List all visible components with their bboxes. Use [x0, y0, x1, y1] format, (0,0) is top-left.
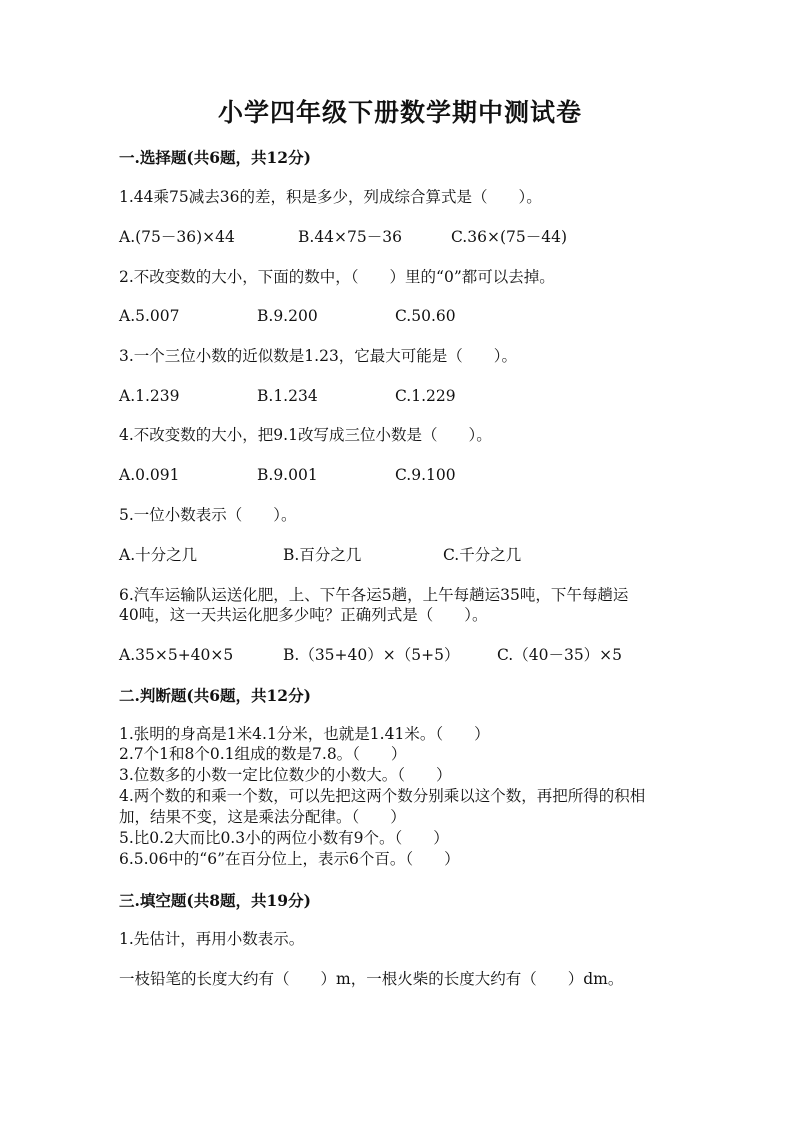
option-c: C.9.100 — [395, 466, 456, 484]
section-heading-choice: 一.选择题(共6题，共12分) — [119, 148, 311, 167]
statement: 4.两个数的和乘一个数，可以先把这两个数分别乘以这个数，再把所得的积相 — [119, 787, 646, 805]
statement: 3.位数多的小数一定比位数少的小数大。（ ） — [119, 766, 452, 784]
option-c: C.1.229 — [395, 387, 456, 405]
option-a: A.5.007 — [119, 307, 180, 325]
option-c: C.（40－35）×5 — [497, 646, 623, 664]
statement: 1.张明的身高是1米4.1分米，也就是1.41米。（ ） — [119, 725, 490, 743]
question-text: 3.一个三位小数的近似数是1.23，它最大可能是（ ）。 — [119, 347, 518, 365]
statement: 5.比0.2大而比0.3小的两位小数有9个。（ ） — [119, 829, 449, 847]
question-text: 4.不改变数的大小，把9.1改写成三位小数是（ ）。 — [119, 426, 492, 444]
option-c: C.千分之几 — [443, 546, 522, 564]
option-a: A.35×5+40×5 — [119, 646, 234, 664]
question-text-continued: 40吨，这一天共运化肥多少吨？正确列式是（ ）。 — [119, 606, 488, 624]
question-text: 一枝铅笔的长度大约有（ ）m，一根火柴的长度大约有（ ）dm。 — [119, 970, 624, 988]
statement: 2.7个1和8个0.1组成的数是7.8。（ ） — [119, 745, 407, 763]
page-title: 小学四年级下册数学期中测试卷 — [217, 98, 582, 127]
option-b: B.1.234 — [257, 387, 318, 405]
option-b: B.9.001 — [257, 466, 318, 484]
statement-continued: 加，结果不变，这是乘法分配律。（ ） — [119, 808, 406, 826]
option-a: A.0.091 — [119, 466, 180, 484]
option-b: B.44×75－36 — [298, 228, 402, 246]
question-text: 5.一位小数表示（ ）。 — [119, 506, 297, 524]
question-text: 6.汽车运输队运送化肥，上、下午各运5趟，上午每趟运35吨，下午每趟运 — [119, 586, 629, 604]
option-b: B.9.200 — [257, 307, 318, 325]
question-text: 1.44乘75减去36的差，积是多少，列成综合算式是（ ）。 — [119, 188, 542, 206]
option-a: A.(75－36)×44 — [119, 228, 235, 246]
section-heading-fill-in: 三.填空题(共8题，共19分) — [119, 891, 311, 910]
option-b: B.（35+40）×（5+5） — [283, 646, 460, 664]
option-b: B.百分之几 — [283, 546, 362, 564]
question-text: 1.先估计，再用小数表示。 — [119, 930, 305, 948]
section-heading-true-false: 二.判断题(共6题，共12分) — [119, 686, 311, 705]
option-a: A.十分之几 — [119, 546, 198, 564]
option-a: A.1.239 — [119, 387, 180, 405]
option-c: C.50.60 — [395, 307, 456, 325]
statement: 6.5.06中的“6”在百分位上，表示6个百。（ ） — [119, 850, 460, 868]
option-c: C.36×(75－44) — [451, 228, 567, 246]
question-text: 2.不改变数的大小，下面的数中，（ ）里的“0”都可以去掉。 — [119, 268, 555, 286]
